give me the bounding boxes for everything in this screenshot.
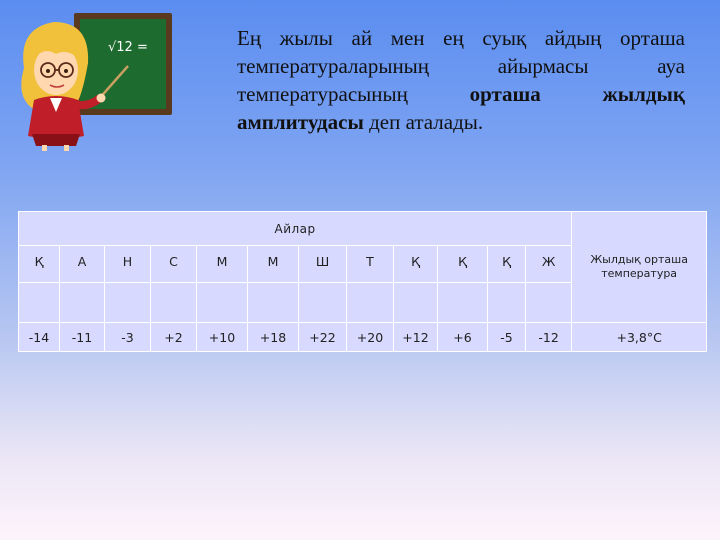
- month-cell: С: [151, 246, 197, 283]
- month-cell: Қ: [394, 246, 438, 283]
- month-cell: Ж: [526, 246, 572, 283]
- value-cell: +2: [151, 323, 197, 352]
- chalkboard: [80, 19, 166, 109]
- value-cell: -5: [488, 323, 526, 352]
- value-cell: +10: [197, 323, 248, 352]
- teacher-illustration: [12, 8, 177, 153]
- value-cell: +20: [347, 323, 394, 352]
- annual-value-cell: +3,8°С: [572, 323, 707, 352]
- value-cell: -14: [19, 323, 60, 352]
- value-cell: +18: [248, 323, 299, 352]
- months-header: Айлар: [19, 212, 572, 246]
- value-row: [19, 323, 707, 352]
- month-cell: Ш: [299, 246, 347, 283]
- month-cell: М: [197, 246, 248, 283]
- definition-part1: Ең жылы ай мен ең суық айдың орташа температураларының айырмасы ауа температурасының: [237, 26, 685, 106]
- value-cell: +12: [394, 323, 438, 352]
- month-cell: Т: [347, 246, 394, 283]
- board-formula: √12 =: [108, 40, 148, 55]
- value-cell: +6: [438, 323, 488, 352]
- value-cell: -11: [60, 323, 105, 352]
- month-cell: М: [248, 246, 299, 283]
- month-cell: А: [60, 246, 105, 283]
- month-cell: Қ: [438, 246, 488, 283]
- month-cell: Қ: [19, 246, 60, 283]
- value-cell: -3: [105, 323, 151, 352]
- header-row: [19, 212, 707, 246]
- month-cell: Қ: [488, 246, 526, 283]
- value-cell: -12: [526, 323, 572, 352]
- month-cell: Н: [105, 246, 151, 283]
- hand: [97, 94, 106, 103]
- annual-header: Жылдық орташа температура: [572, 212, 707, 323]
- temperature-table: [18, 211, 707, 352]
- definition-term: орташа жылдық амплитудасы: [237, 82, 685, 134]
- definition-text: [237, 24, 685, 136]
- definition-part2: деп аталады.: [369, 110, 484, 134]
- value-cell: +22: [299, 323, 347, 352]
